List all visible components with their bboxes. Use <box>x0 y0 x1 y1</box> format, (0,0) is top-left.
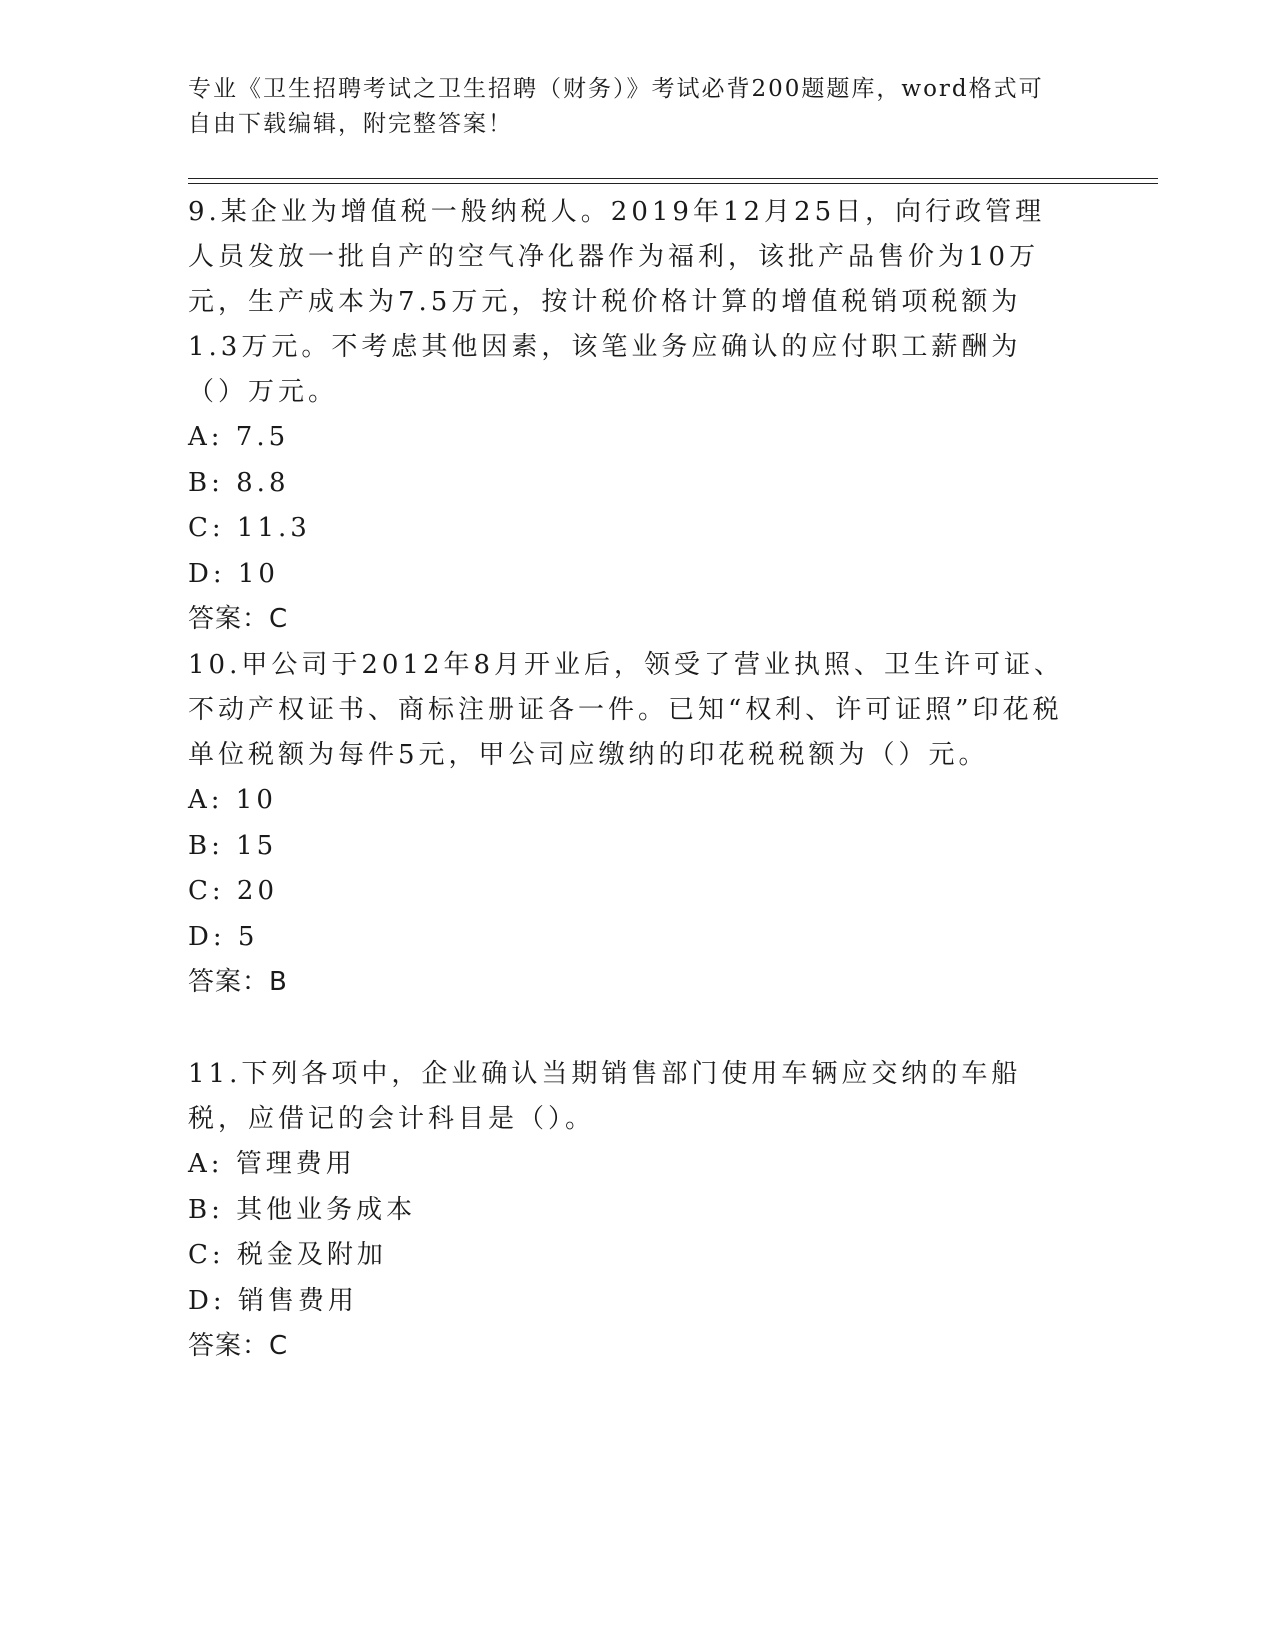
answer-line: 答案：C <box>188 604 289 634</box>
question-stem: 11.下列各项中，企业确认当期销售部门使用车辆应交纳的车船税，应借记的会计科目是（）。 <box>188 1059 1022 1134</box>
option-c: C: 税金及附加 <box>188 1240 387 1270</box>
option-d: D: 10 <box>188 558 279 589</box>
question-stem: 9.某企业为增值税一般纳税人。2019年12月25日，向行政管理人员发放一批自产的空气净化器作为福利，该批产品售价为10万元，生产成本为7.5万元，按计税价格计算的增值税销项税额为1.3万元。不考虑其他因素，该笔业务应确认的应付职工薪酬为（）万元。 <box>188 197 1046 407</box>
header-divider-top <box>188 178 1158 179</box>
option-b: B: 15 <box>188 830 278 861</box>
answer-line: 答案：B <box>188 967 288 997</box>
option-list <box>188 1142 1068 1324</box>
option-d: D: 销售费用 <box>188 1285 358 1316</box>
question-9 <box>188 190 1068 642</box>
header-divider-bottom <box>188 183 1158 184</box>
option-a: A: 7.5 <box>188 422 290 452</box>
document-header: 专业《卫生招聘考试之卫生招聘（财务）》考试必背200题题库，word格式可自由下载编辑，附完整答案！ <box>188 76 1044 137</box>
option-d: D: 5 <box>188 921 259 952</box>
option-b: B: 8.8 <box>188 467 290 498</box>
option-c: C: 11.3 <box>188 513 311 543</box>
option-a: A: 管理费用 <box>188 1149 356 1179</box>
option-list <box>188 415 1068 597</box>
option-list <box>188 778 1068 960</box>
question-11 <box>188 1052 1068 1369</box>
option-b: B: 其他业务成本 <box>188 1194 417 1225</box>
question-10 <box>188 643 1068 1005</box>
option-a: A: 10 <box>188 785 277 815</box>
question-stem: 10.甲公司于2012年8月开业后，领受了营业执照、卫生许可证、不动产权证书、商标注册证各一件。已知“权利、许可证照”印花税单位税额为每件5元，甲公司应缴纳的印花税税额为（）元。 <box>188 650 1065 770</box>
option-c: C: 20 <box>188 876 279 906</box>
answer-line: 答案：C <box>188 1331 289 1361</box>
